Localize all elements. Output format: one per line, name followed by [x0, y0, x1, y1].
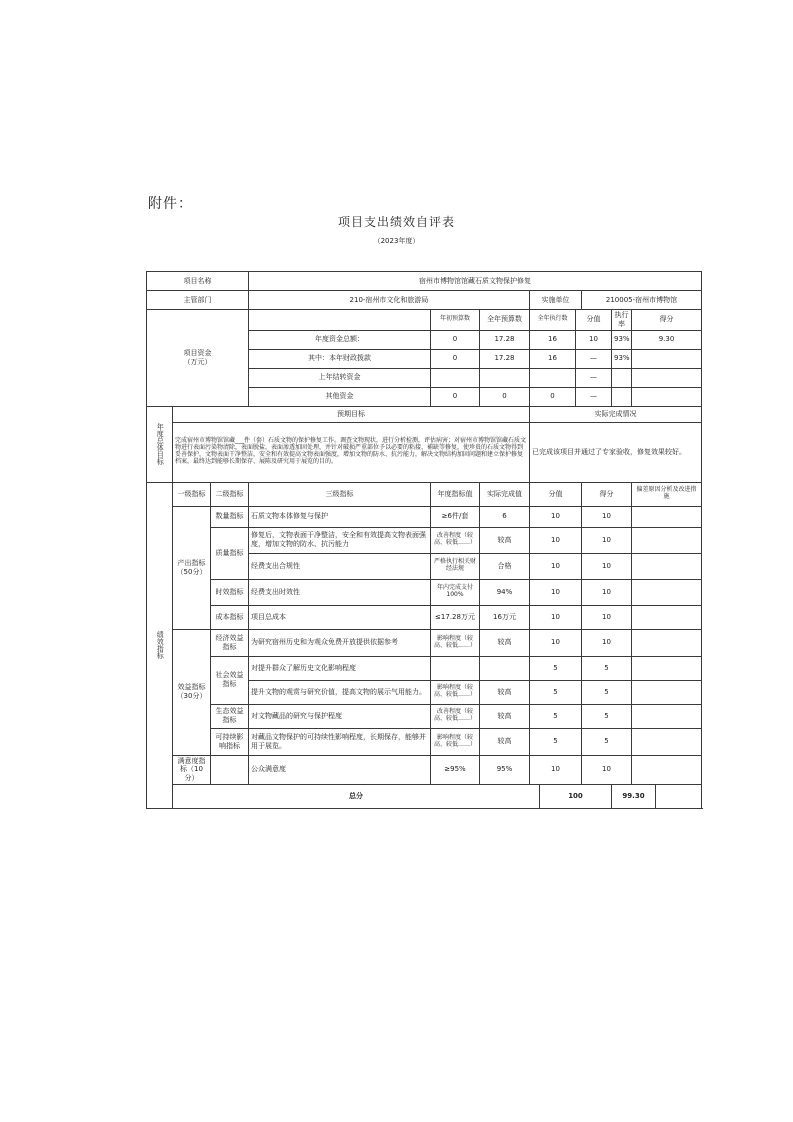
- funds-row-other-weight: —: [576, 387, 612, 406]
- funds-row-total-weight: 10: [576, 330, 612, 349]
- quality1-target: 改善程度（较高、较低……）: [431, 527, 480, 553]
- year-label: （2023年度）: [373, 237, 420, 245]
- sustainable-weight: 5: [530, 728, 582, 755]
- quality2-name: 经费支出合规性: [249, 553, 431, 579]
- funds-row-total-rate: 93%: [612, 330, 632, 349]
- sustainable-name: 对藏品文物保护的可持续性影响程度，长期保存，能够并用于展览。: [249, 728, 431, 755]
- social1-actual: [480, 656, 530, 680]
- quantity-indicator-label: 数量指标: [211, 506, 249, 527]
- satisfaction-name: 公众满意度: [249, 755, 431, 784]
- economic-indicator-label: 经济效益指标: [211, 629, 249, 656]
- funds-row-carryover-full: [480, 368, 530, 387]
- unit-label: 实施单位: [530, 291, 582, 310]
- ecological-actual: 较高: [480, 704, 530, 728]
- quality1-score: 10: [582, 527, 632, 553]
- social2-score: 5: [582, 680, 632, 704]
- economic-name: 为研究宿州历史和为观众免费开放提供依据参考: [249, 629, 431, 656]
- funds-row-carryover-exec: [530, 368, 576, 387]
- ecological-weight: 5: [530, 704, 582, 728]
- funds-row-fiscal-annual: 0: [431, 349, 480, 368]
- funds-row-fiscal-label: 其中：本年财政拨款: [249, 349, 431, 368]
- funds-row-total-label: 年度资金总额：: [249, 330, 431, 349]
- quality1-weight: 10: [530, 527, 582, 553]
- form-title: 项目支出绩效自评表: [337, 215, 455, 229]
- header-actual: 实际完成值: [480, 482, 530, 506]
- funds-row-total-full: 17.28: [480, 330, 530, 349]
- timeliness-actual: 94%: [480, 579, 530, 605]
- sustainable-indicator-label: 可持续影响指标: [211, 728, 249, 755]
- cost-score: 10: [582, 605, 632, 629]
- funds-row-other-score: [632, 387, 702, 406]
- funds-row-fiscal-score: [632, 349, 702, 368]
- quantity-indicator-target: ≥6件/套: [431, 506, 480, 527]
- timeliness-target: 年内完成支付100%: [431, 579, 480, 605]
- quality2-actual: 合格: [480, 553, 530, 579]
- quantity-indicator-weight: 10: [530, 506, 582, 527]
- cost-actual: 16万元: [480, 605, 530, 629]
- sustainable-target: 影响程度（较高、较低……）: [431, 728, 480, 755]
- quality-indicator-label: 质量指标: [211, 527, 249, 579]
- satisfaction-score: 10: [582, 755, 632, 784]
- timeliness-name: 经费支出时效性: [249, 579, 431, 605]
- quality1-name: 修复后，文物表面干净整洁，安全和有效提高文物表面强度，增加文物的防水、抗污能力: [249, 527, 431, 553]
- performance-table: [146, 271, 702, 809]
- funds-row-carryover-annual: [431, 368, 480, 387]
- header-level2: 二级指标: [211, 482, 249, 506]
- funds-row-total-exec: 16: [530, 330, 576, 349]
- economic-actual: 较高: [480, 629, 530, 656]
- social1-target: [431, 656, 480, 680]
- annual-goals-label-text: 年度总体目标: [156, 423, 165, 465]
- social1-weight: 5: [530, 656, 582, 680]
- quality2-score: 10: [582, 553, 632, 579]
- funds-row-carryover-label: 上年结转资金: [249, 368, 431, 387]
- timeliness-score: 10: [582, 579, 632, 605]
- funds-row-total-score: 9.30: [632, 330, 702, 349]
- funds-row-carryover-score: [632, 368, 702, 387]
- ecological-name: 对文物藏品的研究与保护程度: [249, 704, 431, 728]
- ecological-indicator-label: 生态效益指标: [211, 704, 249, 728]
- satisfaction-actual: 95%: [480, 755, 530, 784]
- indicators-section-label-text: 绩效指标: [156, 631, 165, 660]
- expected-goal-header: 预期目标: [173, 406, 530, 422]
- quality2-target: 严格执行相关财经法规: [431, 553, 480, 579]
- header-level3: 三级指标: [249, 482, 431, 506]
- ecological-target: 改善程度（较高、较低……）: [431, 704, 480, 728]
- funds-label: 项目资金 （万元）: [147, 310, 249, 407]
- unit-value: 210005-宿州市博物馆: [582, 291, 702, 310]
- cost-indicator-label: 成本指标: [211, 605, 249, 629]
- ecological-score: 5: [582, 704, 632, 728]
- total-label: 总分: [173, 784, 540, 808]
- funds-header-weight: 分值: [576, 310, 612, 331]
- sustainable-actual: 较高: [480, 728, 530, 755]
- funds-header-full-year-exec: 全年执行数: [530, 310, 576, 331]
- total-score: 99.30: [612, 784, 656, 808]
- department-label: 主管部门: [147, 291, 249, 310]
- output-indicator-label: 产出指标 （50分）: [173, 506, 211, 629]
- economic-score: 10: [582, 629, 632, 656]
- funds-row-other-label: 其他资金: [249, 387, 431, 406]
- header-weight: 分值: [530, 482, 582, 506]
- benefit-indicator-label: 效益指标 （30分）: [173, 629, 211, 755]
- quality1-actual: 较高: [480, 527, 530, 553]
- funds-header-exec-rate: 执行率: [612, 310, 632, 331]
- header-score: 得分: [582, 482, 632, 506]
- funds-row-carryover-rate: [612, 368, 632, 387]
- funds-row-other-rate: [612, 387, 632, 406]
- sustainable-score: 5: [582, 728, 632, 755]
- funds-row-other-full: 0: [480, 387, 530, 406]
- satisfaction-indicator-label: 满意度指标（10分）: [173, 755, 211, 784]
- funds-header-score: 得分: [632, 310, 702, 331]
- funds-row-fiscal-exec: 16: [530, 349, 576, 368]
- funds-row-fiscal-full: 17.28: [480, 349, 530, 368]
- header-level1: 一级指标: [173, 482, 211, 506]
- funds-row-total-annual: 0: [431, 330, 480, 349]
- social2-target: 影响程度（较高、较低……）: [431, 680, 480, 704]
- attachment-label: 附件：: [148, 196, 193, 212]
- cost-weight: 10: [530, 605, 582, 629]
- funds-row-fiscal-rate: 93%: [612, 349, 632, 368]
- funds-header-annual-budget: 年初预算数: [431, 310, 480, 331]
- project-name-value: 宿州市博物馆馆藏石质文物保护修复: [249, 272, 702, 291]
- social2-actual: 较高: [480, 680, 530, 704]
- social2-name: 提升文物的观赏与研究价值，提高文物的展示气用能力。: [249, 680, 431, 704]
- social1-name: 对提升群众了解历史文化影响程度: [249, 656, 431, 680]
- department-value: 210-宿州市文化和旅游局: [249, 291, 530, 310]
- satisfaction-target: ≥95%: [431, 755, 480, 784]
- project-name-label: 项目名称: [147, 272, 249, 291]
- quantity-indicator-score: 10: [582, 506, 632, 527]
- social1-score: 5: [582, 656, 632, 680]
- economic-target: 影响程度（较高、较低……）: [431, 629, 480, 656]
- quantity-indicator-name: 石质文物本体修复与保护: [249, 506, 431, 527]
- annual-goals-label: [147, 406, 173, 482]
- timeliness-indicator-label: 时效指标: [211, 579, 249, 605]
- social2-weight: 5: [530, 680, 582, 704]
- satisfaction-weight: 10: [530, 755, 582, 784]
- timeliness-weight: 10: [530, 579, 582, 605]
- cost-target: ≤17.28万元: [431, 605, 480, 629]
- quality2-weight: 10: [530, 553, 582, 579]
- social-indicator-label: 社会效益指标: [211, 656, 249, 704]
- cost-name: 项目总成本: [249, 605, 431, 629]
- expected-goal-text: 完成宿州市博物馆馆藏___件（套）石质文物的保护修复工作。调查文物现状，进行分析检测，评估病害；对宿州市博物馆馆藏石质文物进行表面污染物清除，表面脱盐，表面渗透加固处理，并针对破损严重部位予以必要的粘接、補缺等修复，使珍贵的石质文物得到妥善保护，文物表面干净整洁，安全和有效提高文物表面强度，增加文物的防水、抗污能力，解决文物结构加固问题和建立保护修复档案，最终达到能够长期保存、展陈及研究用于展览的目的。: [173, 422, 530, 482]
- header-reason: 偏差原因分析及改进措施: [632, 482, 702, 506]
- funds-header-full-year-budget: 全年预算数: [480, 310, 530, 331]
- economic-weight: 10: [530, 629, 582, 656]
- actual-goal-header: 实际完成情况: [530, 406, 702, 422]
- indicators-section-label: [147, 482, 173, 808]
- actual-goal-text: 已完成该项目并通过了专家验收，修复效果较好。: [530, 422, 702, 482]
- funds-row-other-annual: 0: [431, 387, 480, 406]
- header-target: 年度指标值: [431, 482, 480, 506]
- funds-row-carryover-weight: —: [576, 368, 612, 387]
- funds-row-other-exec: 0: [530, 387, 576, 406]
- quantity-indicator-actual: 6: [480, 506, 530, 527]
- total-weight: 100: [540, 784, 612, 808]
- funds-row-fiscal-weight: —: [576, 349, 612, 368]
